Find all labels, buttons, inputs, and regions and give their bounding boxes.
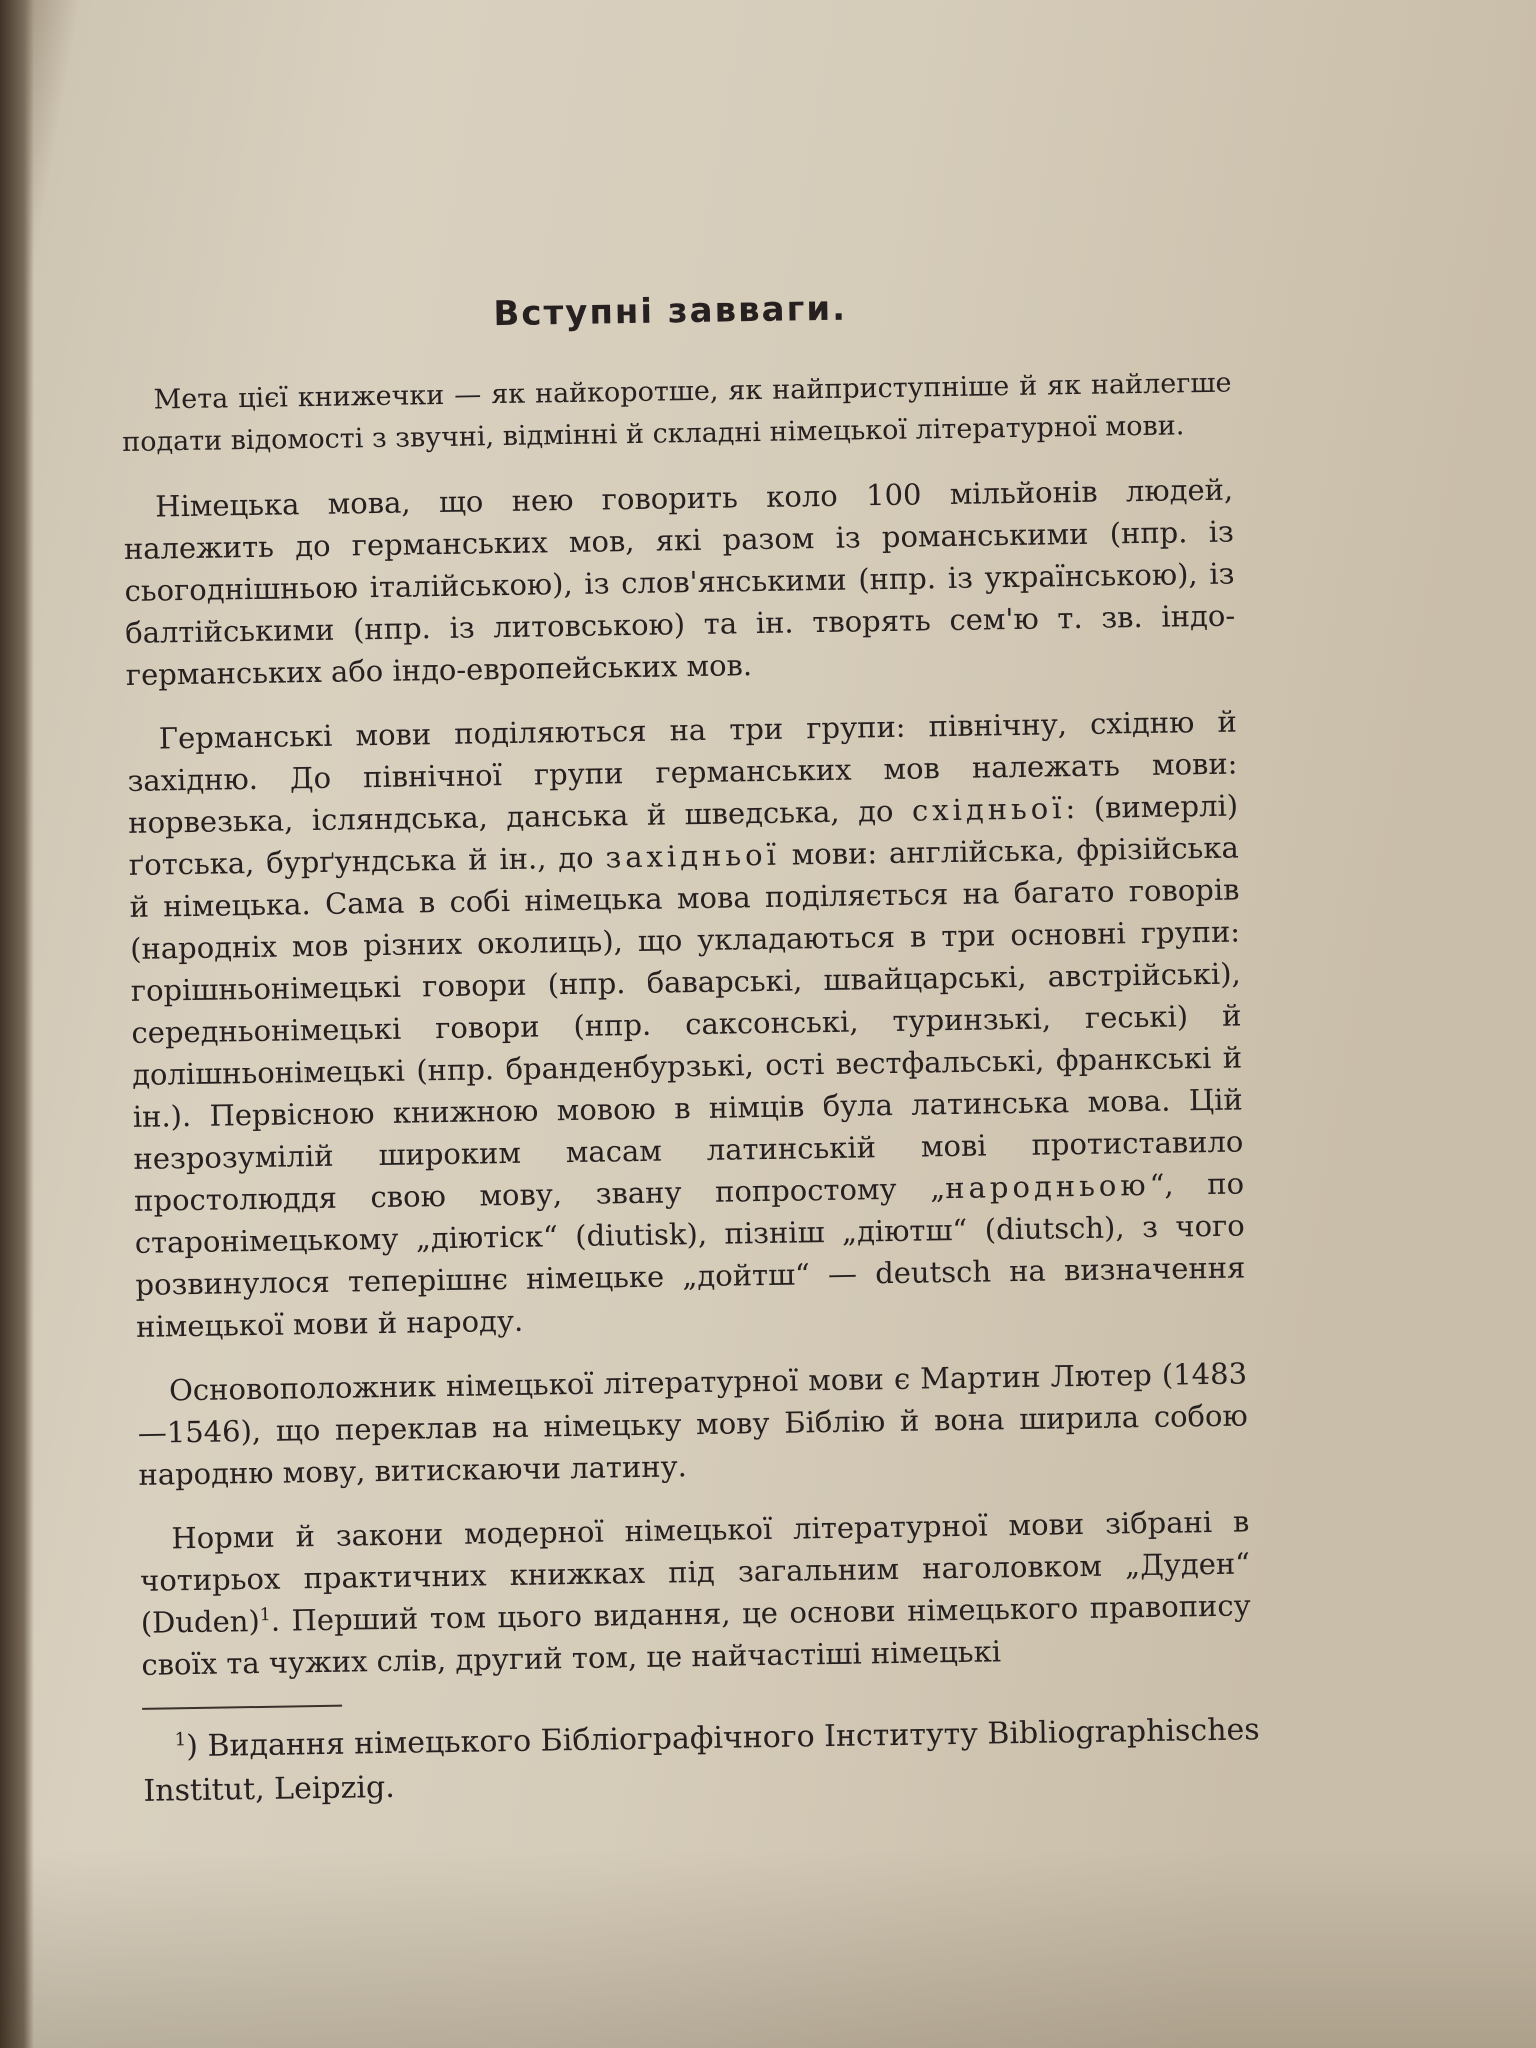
footnote-divider bbox=[142, 1705, 342, 1710]
paragraph-luther: Основоположник німецької літературної мови є Мартин Лютер (1483—1546), що переклав на німецьку мову Біблію й вона ширила собою народню мову, витискаючи латину. bbox=[137, 1356, 1248, 1492]
footnote-text: ) Видання німецького Бібліографічного Інституту Bibliographisches Institut, Leipzig. bbox=[143, 1712, 1260, 1809]
footnote-reference: 1 bbox=[259, 1605, 271, 1626]
paragraph-germanic-groups-end: “, по старонімецькому „діютіск“ (diutisk), пізніш „діютш“ (diutsch), з чого розвинулося теперішнє німецьке „дойтш“ — deutsch на визначення німецької мови й народу. bbox=[134, 1166, 1246, 1344]
paragraph-duden-rest: . Перший том цього видання, це основи німецького правопису своїх та чужих слів, другий том, це найчастіші німецькі bbox=[141, 1588, 1251, 1682]
section-heading: Вступні завваги. bbox=[493, 288, 848, 335]
paragraph-germanic-groups-rest: мови: англійська, фрізійська й німецька. Сама в собі німецька мова поділяється на багато говорів (народніх мов різних околиць), що укладаються в три основні групи: горішньонімецькі говори (нпр. баварські, швайцарські, австрійські), середньонімецькі говори (нпр. саксонські, туринзькі, геські) й долішньонімецькі (нпр. бранденбурзькі, ості вестфальські, франкські й ін.). Первісною книжною мовою в німців була латинська мова. Цій незрозумілій широким масам латинській мові протиставило простолюддя свою мову, звану попростому „ bbox=[129, 830, 1244, 1218]
paragraph-duden bbox=[139, 1500, 1252, 1685]
book-page bbox=[120, 281, 1344, 1814]
term-eastern: східньої bbox=[911, 791, 1066, 828]
footnote-marker: 1 bbox=[174, 1729, 187, 1751]
bottom-shadow bbox=[0, 1848, 1536, 2048]
book-spine-shadow bbox=[0, 0, 34, 2048]
paragraph-germanic-groups bbox=[127, 701, 1247, 1348]
paragraph-intro: Мета цієї книжечки — як найкоротше, як найприступніше й як найлегше подати відомості з звучні, відмінні й складні німецької літературної мови. bbox=[121, 367, 1232, 458]
page-body bbox=[121, 363, 1251, 1686]
term-western: західньої bbox=[605, 837, 781, 875]
footnote bbox=[142, 1707, 1323, 1814]
paragraph-germanic-groups-start: Германські мови поділяються на три групи: північну, східню й західню. До північної групи германських мов належать мови: норвезька, ісляндська, данська й шведська, до bbox=[127, 704, 1238, 840]
paragraph-german-language: Німецька мова, що нею говорить коло 100 мільйонів людей, належить до германських мов, які разом із романськими (нпр. із сьогоднішньою італійською), із слов'янськими (нпр. із українською), із балтійськими (нпр. із литовською) та ін. творять сем'ю т. зв. індо-германських або індо-европейських мов. bbox=[123, 472, 1236, 692]
term-folk: народньою bbox=[944, 1167, 1150, 1206]
paragraph-germanic-groups-middle: : (вимерлі) ґотська, бурґундська й ін., до bbox=[128, 788, 1239, 882]
paragraph-duden-start: Норми й закони модерної німецької літературної мови зібрані в чотирьох практичних книжках під загальним наголовком „Дуден“ (Duden) bbox=[139, 1504, 1251, 1640]
